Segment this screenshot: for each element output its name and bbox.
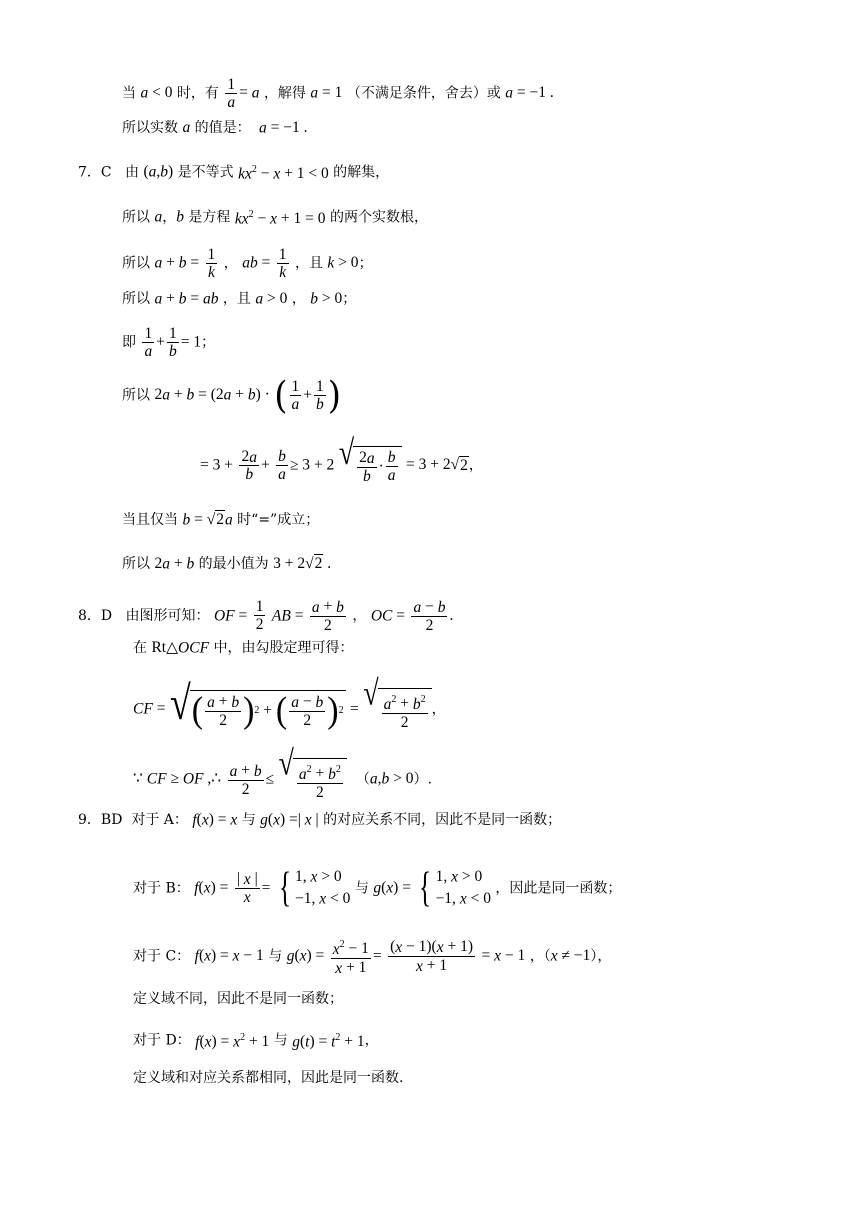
question-9-line-5: 对于 D： $f(x) = x^2 + 1$ 与 $g(t) = t^2 + 1$， bbox=[133, 1032, 379, 1051]
question-9-line-1: 9．BD 对于 A： f(x) = x 与 g(x) =| x | 的对应关系不同，因此不是同一函数； bbox=[78, 811, 562, 829]
question-9-line-6: 定义域和对应关系都相同，因此是同一函数. bbox=[133, 1070, 404, 1086]
question-7-line-3: 所以 a + b = $\frac{1}{k}$ ， ab = $\frac{1}{k}$ ，且 k > 0； bbox=[122, 246, 373, 281]
question-7-line-5: 即 $\frac{1}{a}$ + $\frac{1}{b}$ = 1； bbox=[122, 325, 216, 360]
question-9-line-4: 定义域不同，因此不是同一函数； bbox=[133, 991, 343, 1007]
question-7-line-9: 所以 2a + b 的最小值为 3 + 2√2 . bbox=[122, 555, 332, 573]
question-9-line-3: 对于 C： f(x) = x − 1 与 g(x) = $\frac{x^2 - 1}{x + 1}$ = $\frac{(x - 1)(x + 1)}{x + 1}$ = x − 1 ，（x ≠ −1）， bbox=[133, 936, 611, 977]
question-7-line-4: 所以 a + b = ab ，且 a > 0 ， b > 0； bbox=[122, 290, 357, 308]
question-8-line-4: ∵ CF ≥ OF ,∴ $\frac{a + b}{2}$ ≤ √ $\frac{a^2 + b^2}{2}$ （a,b > 0）. bbox=[133, 744, 432, 802]
answer-line-2: 所以实数 a 的值是： a = −1 . bbox=[122, 119, 308, 137]
answer-line-1: 当 a < 0 时，有 $\frac{1}{a}$ = a ，解得 a = 1 （不满足条件，舍去）或 a = −1 . bbox=[122, 76, 554, 111]
question-8-line-1: 8．D 由图形可知： OF = $\frac{1}{2}$ AB = $\frac{a + b}{2}$ ， OC = $\frac{a - b}{2}$ . bbox=[78, 598, 454, 634]
question-7-line-6: 所以 2a + b = (2a + b) · ( $\frac{1}{a}$ + $\frac{1}{b}$ ) bbox=[122, 373, 342, 418]
question-9-line-2: 对于 B： f(x) = $\frac{| x |}{x}$ = { 1, x > 0 −1, x < 0 与 g(x) = { 1, x > 0 −1, x < 0 ，因此是同一函数； bbox=[133, 865, 622, 912]
fraction: $\frac{1}{a}$ bbox=[227, 76, 236, 111]
question-7-line-1: 7．C 由 (a,b) 是不等式 $kx^2 - x + 1 < 0$ 的解集， bbox=[78, 163, 390, 183]
question-7-line-8: 当且仅当 b = √2a 时“=”成立； bbox=[122, 511, 320, 529]
question-7-line-7: = 3 + $\frac{2a}{b}$ + $\frac{b}{a}$ ≥ 3 + 2 √ $\frac{2a}{b}$ · $\frac{b}{a}$ = 3 + 2√2， bbox=[200, 433, 483, 485]
question-8-line-2: 在 Rt△OCF 中，由勾股定理可得： bbox=[133, 639, 354, 657]
question-7-line-2: 所以 a，b 是方程 $kx^2 - x + 1 = 0$ 的两个实数根， bbox=[122, 208, 428, 228]
square-root: √ $\frac{2a}{b}$ · $\frac{b}{a}$ bbox=[339, 446, 402, 485]
question-8-line-3: CF = √ ( $\frac{a + b}{2}$ ) 2 + ( $\frac{a - b}{2}$ ) 2 = √ $\frac{a^2 + b^2}{2}$ ， bbox=[133, 674, 446, 732]
